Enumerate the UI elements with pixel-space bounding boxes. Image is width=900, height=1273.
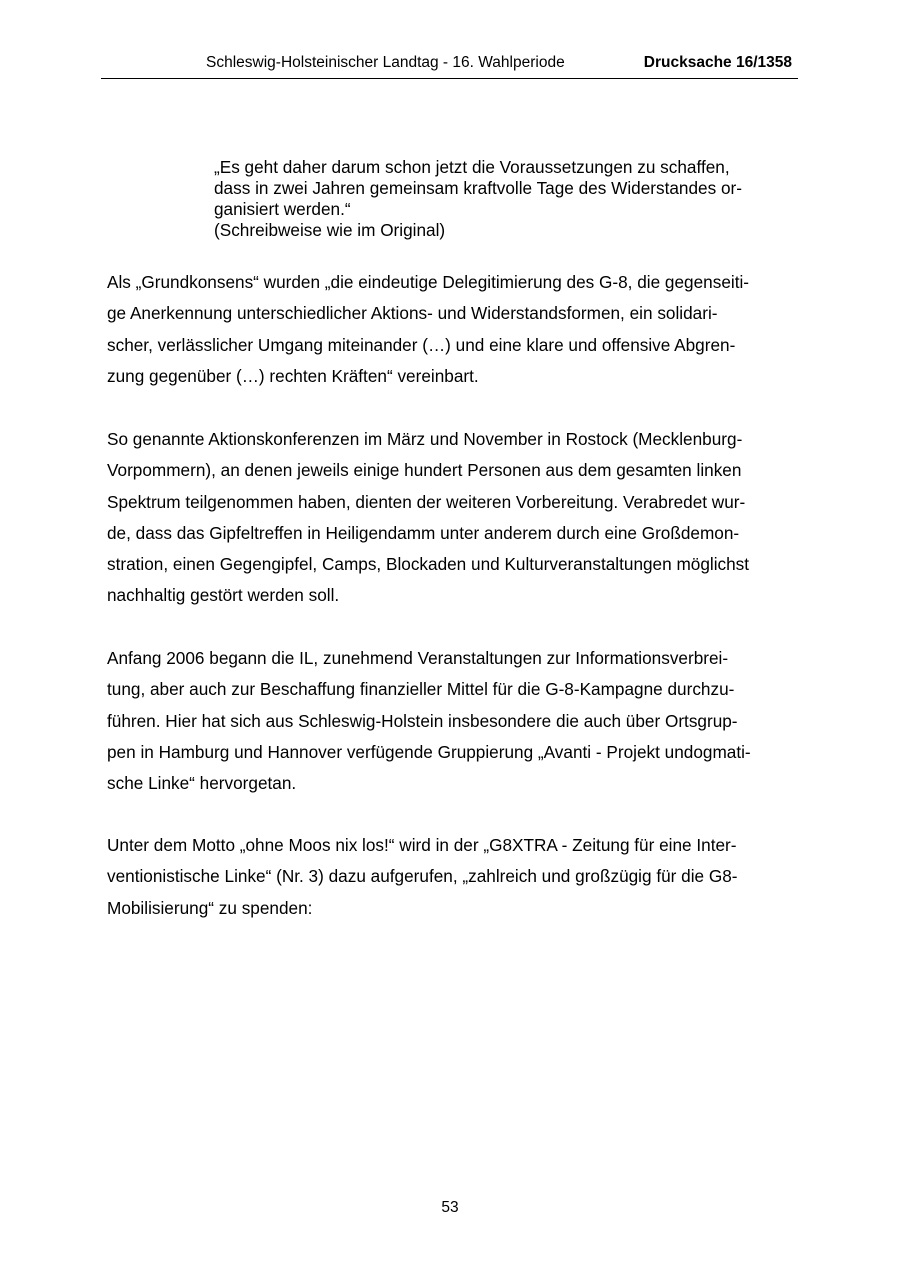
paragraph-line: Unter dem Motto „ohne Moos nix los!“ wird in der „G8XTRA - Zeitung für eine Inter- bbox=[107, 835, 737, 855]
paragraph-line: nachhaltig gestört werden soll. bbox=[107, 585, 340, 606]
page-number: 53 bbox=[441, 1199, 459, 1216]
paragraph-line: de, dass das Gipfeltreffen in Heiligendamm unter anderem durch eine Großdemon- bbox=[107, 522, 740, 543]
page-header bbox=[101, 50, 798, 79]
paragraph-line: So genannte Aktionskonferenzen im März und November in Rostock (Mecklenburg- bbox=[107, 429, 743, 449]
paragraph-line: Mobilisierung“ zu spenden: bbox=[107, 897, 313, 918]
paragraph-line: ventionistische Linke“ (Nr. 3) dazu aufgerufen, „zahlreich und großzügig für die G8- bbox=[107, 866, 738, 887]
quote-line: „Es geht daher darum schon jetzt die Voraussetzungen zu schaffen, bbox=[214, 157, 730, 177]
paragraph-line: Spektrum teilgenommen haben, dienten der weiteren Vorbereitung. Verabredet wur- bbox=[107, 491, 746, 512]
header-title: Schleswig-Holsteinischer Landtag - 16. Wahlperiode bbox=[206, 54, 565, 71]
paragraph-line: pen in Hamburg und Hannover verfügende Gruppierung „Avanti - Projekt undogmati- bbox=[107, 741, 751, 762]
paragraph-line: ge Anerkennung unterschiedlicher Aktions- und Widerstandsformen, ein solidari- bbox=[107, 303, 718, 324]
paragraph-aktionskonferenzen bbox=[107, 424, 797, 612]
paragraph-line: Vorpommern), an denen jeweils einige hundert Personen aus dem gesamten linken bbox=[107, 460, 742, 481]
paragraph-motto bbox=[107, 830, 797, 924]
paragraph-line: scher, verlässlicher Umgang miteinander (…) und eine klare und offensive Abgren- bbox=[107, 334, 736, 355]
paragraph-line: zung gegenüber (…) rechten Kräften“ vereinbart. bbox=[107, 365, 479, 386]
paragraph-line: Anfang 2006 begann die IL, zunehmend Veranstaltungen zur Informationsverbrei- bbox=[107, 648, 729, 668]
quote-line: dass in zwei Jahren gemeinsam kraftvolle Tage des Widerstandes or- bbox=[214, 178, 742, 198]
paragraph-line: sche Linke“ hervorgetan. bbox=[107, 773, 297, 794]
paragraph-grundkonsens bbox=[107, 267, 797, 392]
paragraph-line: Als „Grundkonsens“ wurden „die eindeutige Delegitimierung des G-8, die gegenseiti- bbox=[107, 272, 750, 292]
paragraph-line: stration, einen Gegengipfel, Camps, Blockaden und Kulturveranstaltungen möglichst bbox=[107, 554, 750, 575]
quote-line: ganisiert werden.“ bbox=[214, 199, 351, 219]
block-quote bbox=[214, 157, 784, 241]
paragraph-line: tung, aber auch zur Beschaffung finanzieller Mittel für die G-8-Kampagne durchzu- bbox=[107, 679, 735, 700]
document-number: Drucksache 16/1358 bbox=[643, 54, 792, 71]
quote-note: (Schreibweise wie im Original) bbox=[214, 220, 446, 240]
paragraph-anfang-2006 bbox=[107, 643, 797, 799]
paragraph-line: führen. Hier hat sich aus Schleswig-Holstein insbesondere die auch über Ortsgrup- bbox=[107, 710, 738, 731]
